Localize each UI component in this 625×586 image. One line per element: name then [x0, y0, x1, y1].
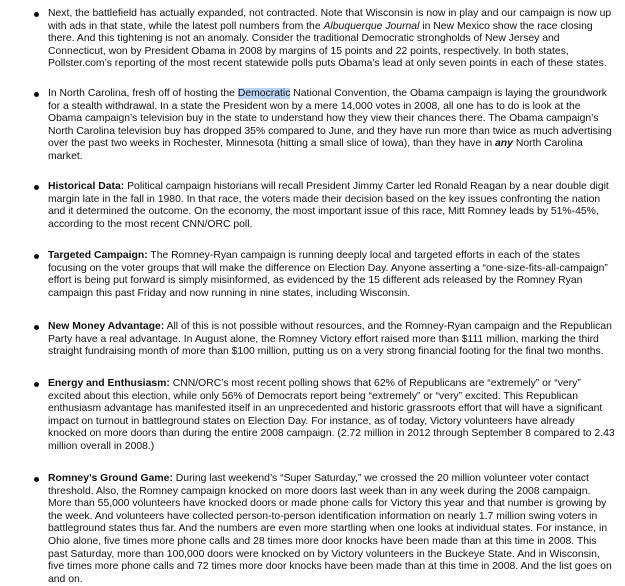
heading-historical-data: Historical Data: — [48, 181, 125, 192]
paragraph-battlefield: Next, the battlefield has actually expanded, not contracted. Note that Wisconsin is now in play and our campaign is now up with ads in that state, while the latest poll numbers from the Albuquerque Journal in New Mexico show the race closing there. And this tightening is not an anomaly. Consider the traditional Democratic strongholds of New Jersey and Connecticut, won by President Obama in 2008 by margins of 15 points and 22 points, respectively. In both states, Pollster.com’s reporting of the most recent statewide polls puts Obama’s lead at only seven points in each of these states. — [48, 8, 612, 70]
paragraph-ground-game: Romney’s Ground Game: During last weekend’s “Super Saturday,” we crossed the 20 million volunteer voter contact threshold. Also, the Romney campaign knocked on more doors last week than in any week during the 2008 campaign. More than 55,000 volunteers have knocked doors or made phone calls for Victory this year and that number is growing by the week. And volunteers have collected person-to-person identification information on nearly 1.7 million swing voters in battleground states thus far. And the numbers are even more startling when one looks at individual states. For instance, in Ohio alone, five times more phone calls and 28 times more door knocks have been made than at this time in 2008. This past Saturday, more than 100,000 doors were knocked on by Victory volunteers in the Buckeye State. And in Wisconsin, five times more phone calls and 72 times more door knocks have been made than at this time in 2008. And the list goes on and on. — [48, 473, 612, 585]
bullet-dot — [34, 254, 39, 259]
heading-targeted-campaign: Targeted Campaign: — [48, 250, 148, 261]
heading-energy-enthusiasm: Energy and Enthusiasm: — [48, 378, 170, 389]
paragraph-north-carolina: In North Carolina, fresh off of hosting the Democratic National Convention, the Obama campaign is laying the groundwork for a stealth withdrawal. In a state the President won by a mere 14,000 votes in 2008, all one has to do is look at the Obama campaign’s television buy in the state to understand how they view their chances there. The Obama campaign’s North Carolina television buy has dropped 35% compared to June, and they have run more than twice as much advertising over the past two weeks in Rochester, Minnesota (hitting a small slice of Iowa), than they have in any North Carolina market. — [48, 88, 612, 162]
bullet-dot — [34, 185, 39, 190]
bullet-dot — [34, 12, 39, 17]
paragraph-energy-enthusiasm: Energy and Enthusiasm: CNN/ORC’s most recent polling shows that 62% of Republicans are “extremely” or “very” excited about this election, while only 56% of Democrats report being “extremely” or “very” excited. This Republican enthusiasm advantage has manifested itself in an unprecedented and historic grassroots effort that will have a significant impact on turnout in battleground states on Election Day. For instance, as of today, Victory volunteers have already knocked on more doors than during the entire 2008 campaign. (2.72 million in 2012 through September 8 compared to 2.43 million overall in 2008.) — [48, 378, 615, 452]
paragraph-targeted-campaign: Targeted Campaign: The Romney-Ryan campaign is running deeply local and targeted efforts in each of the states focusing on the voter groups that will make the difference on Election Day. Anyone asserting a “one-size-fits-all-campaign” effort is being put forward is simply misinformed, as evidenced by the 15 different ads released by the Romney Ryan campaign this past Friday and now running in nine states, including Wisconsin. — [48, 250, 608, 299]
bullet-dot — [34, 92, 39, 97]
paragraph-historical-data: Historical Data: Political campaign historians will recall President Jimmy Carter led Ronald Reagan by a near double digit margin late in the fall in 1980. In that race, the voters made their decision based on the key issues confronting the nation and it determined the outcome. On the economy, the most important issue of this race, Mitt Romney leads by 51%-45%, according to the most recent CNN/ORC poll. — [48, 181, 609, 230]
selected-text-highlight[interactable]: Democratic — [237, 88, 291, 99]
publication-name: Albuquerque Journal — [323, 20, 420, 32]
bullet-dot — [34, 325, 39, 330]
heading-ground-game: Romney’s Ground Game: — [48, 473, 173, 484]
heading-new-money: New Money Advantage: — [48, 321, 165, 332]
bullet-dot — [34, 477, 39, 482]
bullet-dot — [34, 382, 39, 387]
paragraph-new-money: New Money Advantage: All of this is not possible without resources, and the Romney-Ryan campaign and the Republican Party have a real advantage. In August alone, the Romney Victory effort raised more than $111 million, marking the third straight fundraising month of more than $100 million, putting us on a very strong financial footing for the final two months. — [48, 321, 612, 358]
emphasis-any: any — [495, 138, 513, 150]
